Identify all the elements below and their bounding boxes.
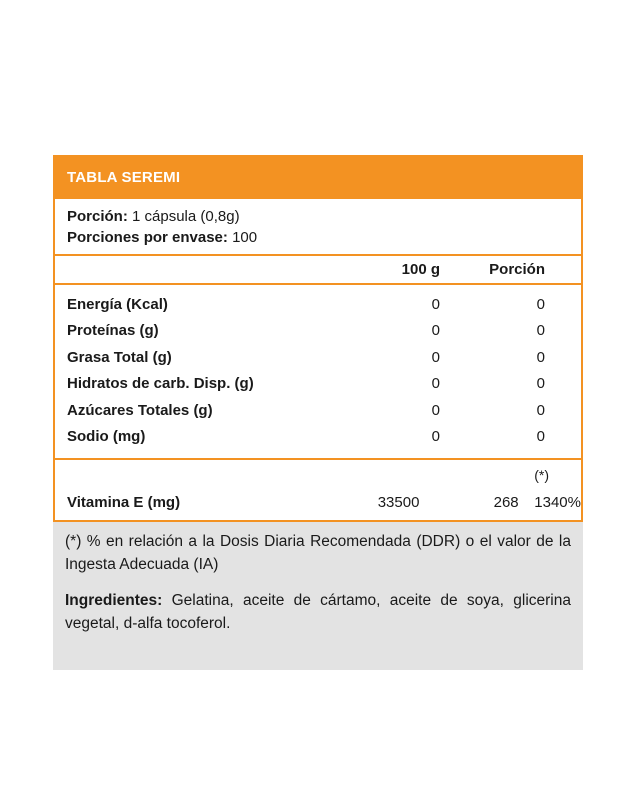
table-row: [55, 371, 581, 398]
serving-info: [55, 199, 581, 256]
vitamin-label: Vitamina E (mg): [67, 494, 181, 511]
nutrient-label: Azúcares Totales (g): [67, 401, 213, 419]
ingredients-line: [65, 589, 571, 635]
table-row: [55, 291, 581, 318]
nutrient-label: Sodio (mg): [67, 428, 146, 446]
portion-value: 1 cápsula (0,8g): [132, 208, 240, 225]
table-row: [55, 344, 581, 371]
per-container-label: Porciones por envase:: [67, 229, 228, 246]
portion-label: Porción:: [67, 208, 128, 225]
vitamin-section: [55, 460, 581, 520]
per-container-value: 100: [232, 229, 258, 246]
column-header-portion: Porción: [489, 261, 545, 278]
nutrient-label: Grasa Total (g): [67, 348, 172, 366]
nutrient-portion: 0: [536, 401, 545, 419]
nutrient-list: [55, 285, 581, 460]
nutrient-portion: 0: [536, 295, 545, 313]
vitamin-percent: 1340%: [534, 494, 581, 511]
nutrient-label: Energía (Kcal): [67, 295, 168, 313]
nutrient-label: Hidratos de carb. Disp. (g): [67, 375, 254, 393]
nutrient-per100: 0: [431, 348, 440, 366]
nutrient-portion: 0: [536, 348, 545, 366]
nutrient-portion: 0: [536, 428, 545, 446]
nutrient-portion: 0: [536, 375, 545, 393]
table-row: [55, 494, 581, 511]
nutrition-facts-card: [53, 155, 583, 670]
vitamin-note-mark: (*): [534, 467, 549, 483]
ingredients-value: Gelatina, aceite de cártamo, aceite de soya, glicerina vegetal, d-alfa tocoferol.: [65, 592, 571, 632]
column-header-100g: 100 g: [401, 261, 440, 278]
nutrient-per100: 0: [431, 295, 440, 313]
nutrient-portion: 0: [536, 322, 545, 340]
footer-notes: [53, 522, 583, 670]
nutrient-label: Proteínas (g): [67, 322, 159, 340]
nutrient-per100: 0: [431, 428, 440, 446]
table-row: [55, 318, 581, 345]
nutrient-per100: 0: [431, 401, 440, 419]
vitamin-per100: 33500: [377, 494, 420, 511]
column-headers: [55, 256, 581, 285]
per-container-line: [67, 227, 569, 248]
ingredients-label: Ingredientes:: [65, 592, 163, 609]
table-title: TABLA SEREMI: [55, 157, 581, 199]
nutrient-per100: 0: [431, 322, 440, 340]
nutrition-table: [53, 155, 583, 522]
portion-line: [67, 206, 569, 227]
nutrient-per100: 0: [431, 375, 440, 393]
table-row: [55, 397, 581, 424]
vitamin-portion: 268: [493, 494, 519, 511]
ddr-note: (*) % en relación a la Dosis Diaria Recomendada (DDR) o el valor de la Ingesta Adecuada (IA): [65, 533, 571, 573]
table-row: [55, 424, 581, 451]
